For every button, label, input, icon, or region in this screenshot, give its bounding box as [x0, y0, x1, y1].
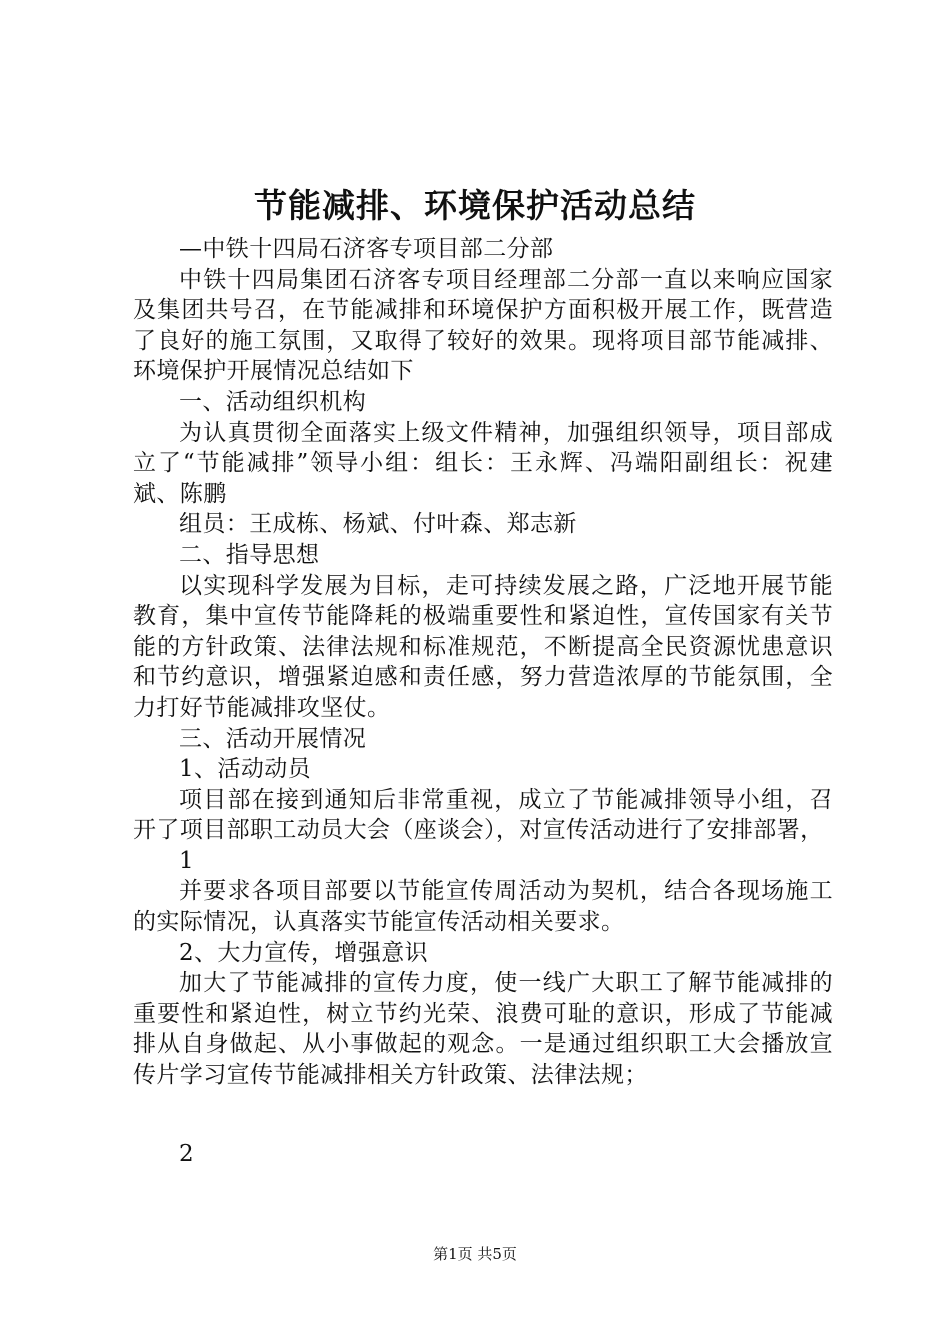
inline-page-number-2: 2 [179, 1140, 195, 1167]
document-subtitle: —中铁十四局石济客专项目部二分部 [179, 236, 554, 262]
section-heading-organization: 一、活动组织机构 [179, 388, 367, 415]
paragraph-publicity: 加大了节能减排的宣传力度，使一线广大职工了解节能减排的重要性和紧迫性，树立节约光荣、浪费可耻的意识，形成了节能减排从自身做起、从小事做起的观念。一是通过组织职工大会播放宣传片学习宣传节能减排相关方针政策、法律法规； [133, 970, 833, 1089]
spacer [133, 1091, 833, 1139]
subheading-publicity: 2、大力宣传，增强意识 [179, 939, 429, 966]
paragraph-guiding-thought: 以实现科学发展为目标，走可持续发展之路，广泛地开展节能教育，集中宣传节能降耗的极端重要性和紧迫性，宣传国家有关节能的方针政策、法律法规和标准规范，不断提高全民资源忧患意识和节约意识，增强紧迫感和责任感，努力营造浓厚的节能氛围，全力打好节能减排攻坚仗。 [133, 572, 833, 721]
section-heading-guiding-thought: 二、指导思想 [179, 541, 320, 568]
paragraph-intro: 中铁十四局集团石济客专项目经理部二分部一直以来响应国家及集团共号召，在节能减排和环境保护方面积极开展工作，既营造了良好的施工氛围，又取得了较好的效果。现将项目部节能减排、环境保护开展情况总结如下 [133, 266, 833, 385]
inline-page-number-1: 1 [179, 847, 195, 874]
subheading-mobilization: 1、活动动员 [179, 756, 312, 783]
page-footer: 第1页 共5页 [433, 1245, 517, 1263]
paragraph-mobilization: 项目部在接到通知后非常重视，成立了节能减排领导小组，召开了项目部职工动员大会（座谈会），对宣传活动进行了安排部署， [133, 786, 833, 844]
paragraph-members: 组员：王成栋、杨斌、付叶森、郑志新 [179, 511, 577, 538]
document-body [133, 234, 833, 1169]
document-title: 节能减排、环境保护活动总结 [254, 186, 696, 225]
paragraph-organization: 为认真贯彻全面落实上级文件精神，加强组织领导，项目部成立了“节能减排”领导小组：组长：王永辉、冯端阳副组长：祝建斌、陈鹏 [133, 419, 833, 507]
section-heading-activities: 三、活动开展情况 [179, 725, 367, 752]
paragraph-requirements: 并要求各项目部要以节能宣传周活动为契机，结合各现场施工的实际情况，认真落实节能宣传活动相关要求。 [133, 878, 833, 936]
